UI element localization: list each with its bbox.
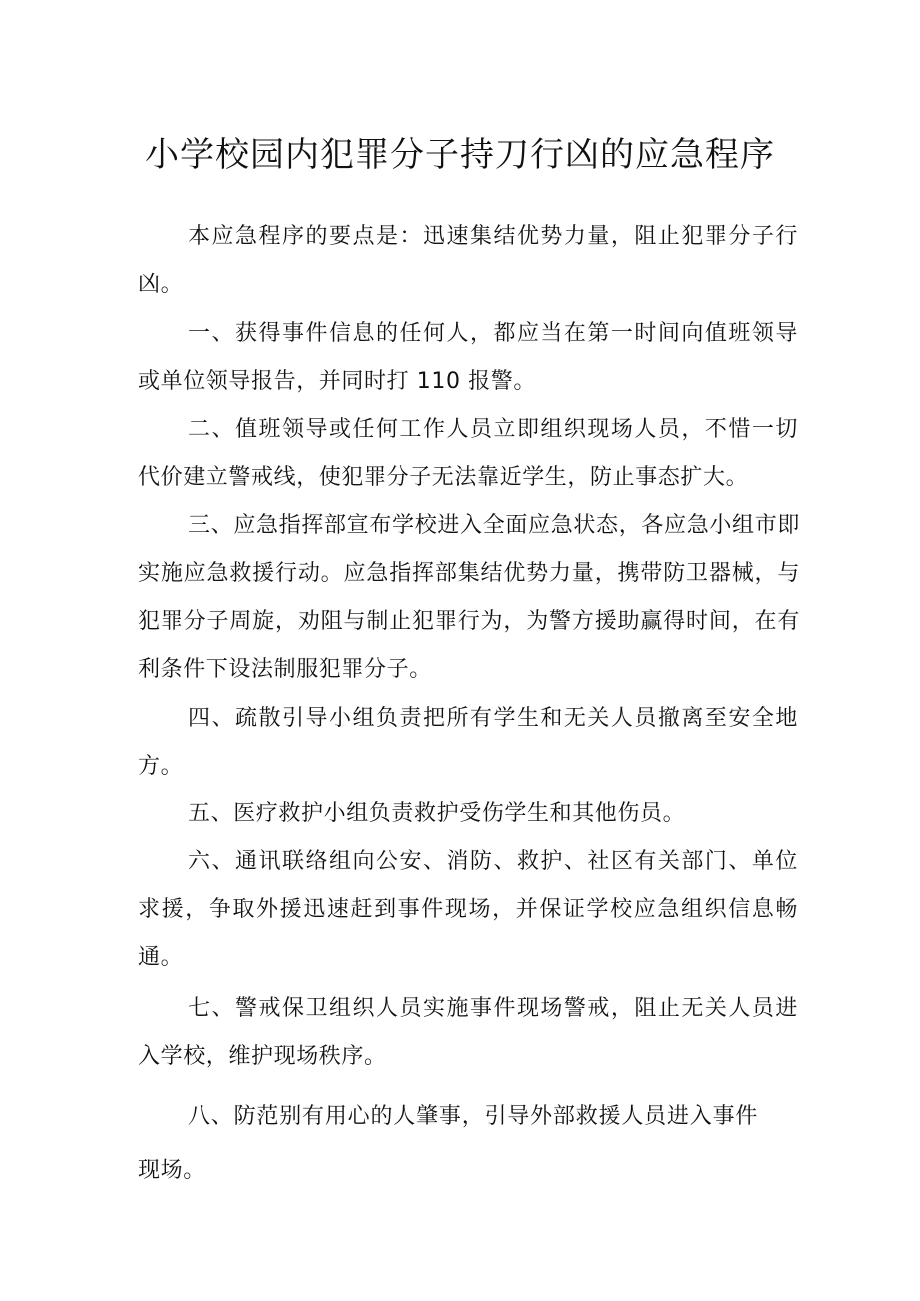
paragraph-step-2: 二、值班领导或任何工作人员立即组织现场人员，不惜一切代价建立警戒线，使犯罪分子无法靠近学生，防止事态扩大。 <box>138 417 798 490</box>
paragraph-step-8: 八、防范别有用心的人肇事，引导外部救援人员进入事件现场。 <box>138 1104 758 1183</box>
paragraph-step-7: 七、警戒保卫组织人员实施事件现场警戒，阻止无关人员进入学校，维护现场秩序。 <box>138 996 798 1069</box>
paragraph-step-5: 五、医疗救护小组负责救护受伤学生和其他伤员。 <box>188 801 686 826</box>
paragraph-step-6: 六、通讯联络组向公安、消防、救护、社区有关部门、单位求援，争取外援迅速赶到事件现场，并保证学校应急组织信息畅通。 <box>138 849 798 970</box>
paragraph-step-3: 三、应急指挥部宣布学校进入全面应急状态，各应急小组市即实施应急救援行动。应急指挥部集结优势力量，携带防卫器械，与犯罪分子周旋，劝阻与制止犯罪行为，为警方援助赢得时间，在有利条件下设法制服犯罪分子。 <box>138 513 800 682</box>
document-title: 小学校园内犯罪分子持刀行凶的应急程序 <box>145 135 775 175</box>
paragraph-step-4: 四、疏散引导小组负责把所有学生和无关人员撤离至安全地方。 <box>138 706 798 779</box>
paragraph-summary: 本应急程序的要点是：迅速集结优势力量，阻止犯罪分子行凶。 <box>138 224 798 297</box>
paragraph-step-1: 一、获得事件信息的任何人，都应当在第一时间向值班领导或单位领导报告，并同时打 110 报警。 <box>138 321 798 394</box>
